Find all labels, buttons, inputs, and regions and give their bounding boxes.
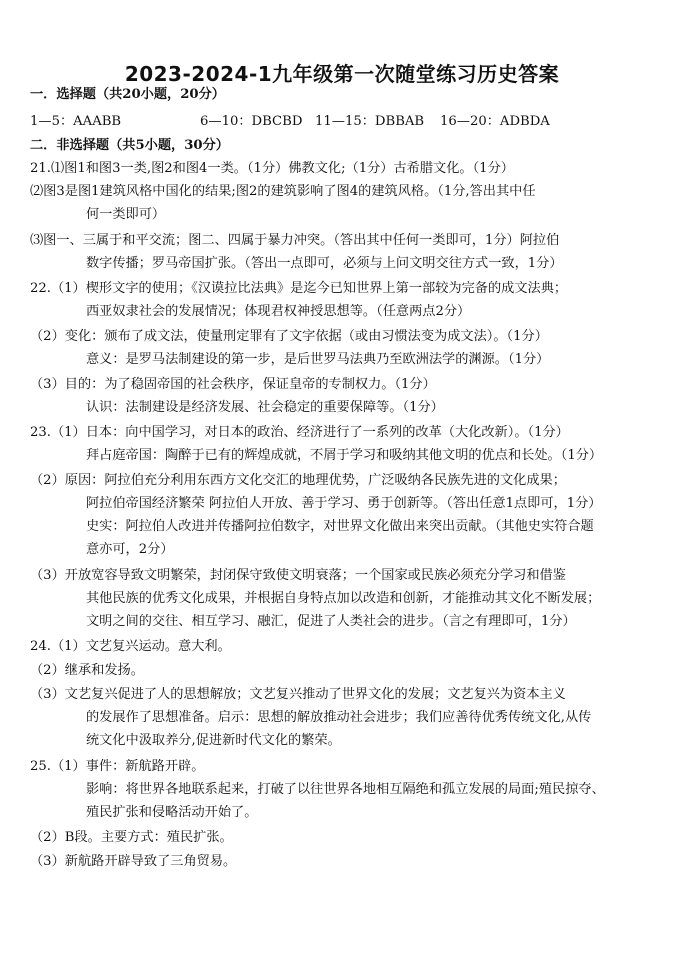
answer-line: 24.（1）文艺复兴运动。意大利。 [30,639,231,654]
answer-line: ⑶图一、三属于和平交流；图二、四属于暴力冲突。（答出其中任何一类即可，1分）阿拉伯 [30,233,560,248]
answer-line: 统文化中汲取养分,促进新时代文化的繁荣。 [86,733,341,748]
answer-line: （3）目的：为了稳固帝国的社会秩序，保证皇帝的专制权力。（1分） [30,377,436,392]
answer-line: 意义：是罗马法制建设的第一步，是后世罗马法典乃至欧洲法学的渊源。（1分） [86,352,550,367]
answer-line: 何一类即可） [86,207,166,222]
answer-line: ⑵图3是图1建筑风格中国化的结果;图2的建筑影响了图4的建筑风格。（1分,答出其中任 [30,184,536,199]
answer-line: 的发展作了思想准备。启示：思想的解放推动社会进步；我们应善待优秀传统文化,从传 [86,710,592,725]
mc-answer-6-10: 6—10：DBCBD [200,114,303,129]
answer-line: （2）变化：颁布了成文法，使量刑定罪有了文字依据（或由习惯法变为成文法）。（1分） [30,329,548,344]
answer-line: 殖民扩张和侵略活动开始了。 [86,805,258,820]
answer-line: （2）原因：阿拉伯充分利用东西方文化交汇的地理优势，广泛吸纳各民族先进的文化成果； [30,473,566,488]
page-title: 2023-2024-1九年级第一次随堂练习历史答案 [124,62,560,86]
answer-line: 拜占庭帝国：陶醉于已有的辉煌成就，不屑于学习和吸纳其他文明的优点和长处。（1分） [86,448,603,463]
answer-line: （2）B段。主要方式：殖民扩张。 [30,830,233,845]
answer-line: 文明之间的交往、相互学习、融汇，促进了人类社会的进步。（言之有理即可，1分） [86,614,576,629]
answer-line: 其他民族的优秀文化成果，并根据自身特点加以改造和创新，才能推动其文化不断发展； [86,591,601,606]
answer-line: 意亦可，2分） [86,542,174,557]
answer-line: （3）开放宽容导致文明繁荣，封闭保守致使文明衰落；一个国家或民族必须充分学习和借鉴 [30,568,566,583]
answer-line: 认识：法制建设是经济发展、社会稳定的重要保障等。（1分） [86,400,444,415]
answer-line: 数字传播；罗马帝国扩张。（答出一点即可，必须与上问文明交往方式一致，1分） [86,256,563,271]
answer-line: 影响：将世界各地联系起来，打破了以往世界各地相互隔绝和孤立发展的局面;殖民掠夺、 [86,782,605,797]
section1-heading: 一．选择题（共20小题，20分） [30,87,225,102]
answer-line: （3）文艺复兴促进了人的思想解放；文艺复兴推动了世界文化的发展；文艺复兴为资本主义 [30,687,566,702]
answer-line: 23.（1）日本：向中国学习，对日本的政治、经济进行了一系列的改革（大化改新）。（1分） [30,425,569,440]
answer-line: （3）新航路开辟导致了三角贸易。 [30,854,237,869]
answer-line: 22.（1）楔形文字的使用；《汉谟拉比法典》是迄今已知世界上第一部较为完备的成文法典； [30,281,568,296]
mc-answer-11-15: 11—15：DBBAB [315,114,425,129]
answer-line: （2）继承和发扬。 [30,663,144,678]
answer-line: 阿拉伯帝国经济繁荣 阿拉伯人开放、善于学习、勇于创新等。（答出任意1点即可，1分） [86,496,602,511]
section2-heading: 二．非选择题（共5小题，30分） [30,138,229,153]
answer-line: 25.（1）事件：新航路开辟。 [30,759,205,774]
mc-answer-1-5: 1—5：AAABB [30,114,122,129]
mc-answer-16-20: 16—20：ADBDA [440,114,550,129]
answer-line: 史实：阿拉伯人改进并传播阿拉伯数字，对世界文化做出来突出贡献。（其他史实符合题 [86,519,594,534]
answer-line: 西亚奴隶社会的发展情况；体现君权神授思想等。（任意两点2分） [86,304,471,319]
answer-line: 21.⑴图1和图3一类,图2和图4一类。（1分）佛教文化;（1分）古希腊文化。（1分） [30,161,514,176]
